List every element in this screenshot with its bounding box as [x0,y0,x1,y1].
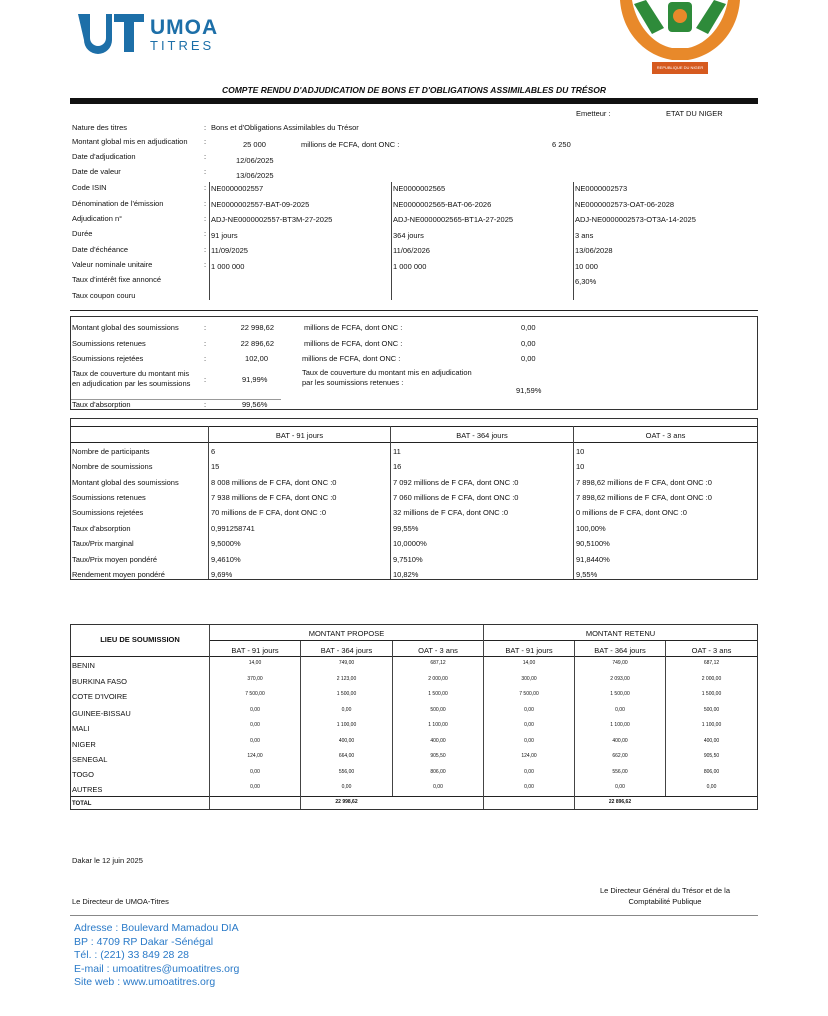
lieu-cell: 400,00 [703,738,720,744]
detail-cell: 10,82% [393,570,419,579]
col-separator [390,426,391,579]
lieu-cell: 400,00 [338,738,355,744]
summary-label: Montant global des soumissions [72,323,179,332]
detail-cell: 16 [393,462,402,471]
detail-row-label: Nombre de participants [72,447,150,456]
colon: : [204,152,207,161]
lieu-cell: 0,00 [250,769,260,775]
seal-text: REPUBLIQUE DU NIGER [656,65,704,70]
detail-row-label: Rendement moyen pondéré [72,570,165,579]
summary-label: par les soumissions retenues : [302,378,404,387]
issue-adj: ADJ-NE0000002565-BT1A-27-2025 [393,215,514,224]
summary-value: 22 998,62 [240,323,274,332]
lieu-group-header: MONTANT RETENU [585,629,656,638]
lieu-cell: 0,00 [524,769,534,775]
detail-cell: 9,55% [576,570,598,579]
lieu-country: BENIN [72,661,95,670]
lieu-country: AUTRES [72,785,103,794]
lieu-subheader: BAT - 91 jours [505,646,553,655]
colon: : [204,229,207,238]
lieu-cell: 0,00 [341,707,352,713]
niger-seal [612,0,748,80]
lieu-cell: 124,00 [247,753,263,759]
lieu-cell: 2 000,00 [428,676,448,682]
emitter-label: Emetteur : [576,109,611,118]
detail-cell: 9,7510% [393,555,423,564]
issue-nominal: 1 000 000 [393,262,427,271]
lieu-cell: 687,12 [703,660,720,666]
lieu-country: SENEGAL [72,755,108,764]
colon: : [204,354,207,363]
issue-adj: ADJ-NE0000002573-OT3A-14-2025 [575,215,696,224]
lieu-cell: 1 500,00 [701,691,722,697]
lieu-total-retenu: 22 896,62 [608,799,632,805]
lieu-cell: 0,00 [250,722,260,728]
colon: : [204,400,207,409]
umoa-logo-mark-icon [74,12,146,54]
lieu-cell: 1 100,00 [428,722,448,728]
lieu-cell: 400,00 [612,738,628,744]
lieu-cell: 7 500,00 [245,691,265,697]
col-separator [209,182,210,300]
montant-label: Montant global mis en adjudication [72,137,188,146]
footer-rule [70,915,758,916]
lieu-cell: 1 500,00 [610,691,630,697]
detail-cell: 10 [576,462,585,471]
detail-row-label: Taux/Prix moyen pondéré [72,555,158,564]
lieu-subheader: BAT - 364 jours [594,646,646,655]
lieu-cell: 1 100,00 [701,722,722,728]
lieu-cell: 687,12 [430,660,446,666]
detail-rule [71,442,757,443]
lieu-country: COTE D'IVOIRE [72,692,128,701]
footer-bp: BP : 4709 RP Dakar -Sénégal [74,936,214,948]
summary-onc: 0,00 [521,354,536,363]
detail-cell: 11 [393,447,401,456]
place-date: Dakar le 12 juin 2025 [72,856,143,865]
summary-value: 102,00 [245,354,268,363]
col-separator [573,426,574,579]
issue-denom: NE0000002565-BAT-06-2026 [393,200,492,209]
lieu-subheader: OAT - 3 ans [418,646,458,655]
lieu-cell: 0,00 [524,738,534,744]
detail-row-label: Nombre de soumissions [72,462,153,471]
summary-onc: 0,00 [521,339,536,348]
lieu-cell: 1 100,00 [336,722,357,728]
lieu-cell: 1 100,00 [610,722,630,728]
colon: : [204,339,207,348]
lieu-cell: 0,00 [706,784,717,790]
detail-cell: 90,5100% [576,539,610,548]
lieu-title: LIEU DE SOUMISSION [100,635,180,644]
issue-label: Dénomination de l'émission [72,199,164,208]
lieu-cell: 0,00 [250,707,260,713]
lieu-cell: 124,00 [521,753,537,759]
issue-isin: NE0000002565 [393,184,446,193]
detail-cell: 7 898,62 millions de F CFA, dont ONC :0 [576,478,712,487]
issue-label: Date d'échéance [72,245,129,254]
summary-label: Taux d'absorption [72,400,131,409]
summary-label: Soumissions retenues [72,339,146,348]
detail-cell: 91,8440% [576,555,610,564]
lieu-cell: 300,00 [521,676,537,682]
colon: : [204,137,207,146]
lieu-cell: 662,00 [612,753,628,759]
lieu-cell: 749,00 [338,660,355,666]
detail-row-label: Soumissions retenues [72,493,146,502]
detail-rule [71,426,757,427]
detail-cell: 10 [576,447,585,456]
lieu-country: BURKINA FASO [72,677,128,686]
report-title: COMPTE RENDU D'ADJUDICATION DE BONS ET D'OBLIGATIONS ASSIMILABLES DU TRÉSOR [221,85,607,95]
detail-cell: 10,0000% [393,539,427,548]
issue-nominal: 10 000 [575,262,598,271]
signatory-right-line2: Comptabilité Publique [628,897,702,906]
issue-duree: 91 jours [211,231,238,240]
detail-cell: 9,4610% [211,555,241,564]
summary-value: 22 896,62 [240,339,274,348]
summary-label: Soumissions rejetées [72,354,144,363]
lieu-cell: 0,00 [615,784,625,790]
lieu-cell: 370,00 [247,676,263,682]
lieu-cell: 806,00 [703,769,720,775]
summary-value: 91,59% [516,386,542,395]
summary-label: en adjudication par les soumissions [72,379,191,388]
issue-label: Taux coupon couru [72,291,136,300]
detail-row-label: Montant global des soumissions [72,478,179,487]
emitter-value: ETAT DU NIGER [666,109,723,118]
summary-label: Taux de couverture du montant mis [72,369,190,378]
detail-row-label: Soumissions rejetées [72,508,144,517]
signatory-right-line1: Le Directeur Général du Trésor et de la [599,886,731,895]
lieu-cell: 2 123,00 [336,676,357,682]
signatory-left: Le Directeur de UMOA-Titres [72,897,169,906]
lieu-cell: 905,50 [703,753,720,759]
issue-adj: ADJ-NE0000002557-BT3M-27-2025 [211,215,333,224]
lieu-cell: 0,00 [250,738,260,744]
detail-cell: 7 938 millions de F CFA, dont ONC :0 [211,493,337,502]
issue-denom: NE0000002573-OAT-06-2028 [575,200,675,209]
issue-label: Durée [72,229,93,238]
lieu-cell: 0,00 [250,784,260,790]
lieu-cell: 806,00 [430,769,446,775]
lieu-country: NIGER [72,740,96,749]
lieu-rule [71,796,757,797]
logo-text-titres: TITRES [150,38,215,53]
date-adj-label: Date d'adjudication [72,152,136,161]
detail-cell: 15 [211,462,220,471]
colon: : [204,260,207,269]
detail-header: BAT - 364 jours [456,431,508,440]
summary-unit: millions de FCFA, dont ONC : [304,323,403,332]
colon: : [204,183,207,192]
montant-unit: millions de FCFA, dont ONC : [301,140,400,149]
nature-value: Bons et d'Obligations Assimilables du Trésor [211,123,359,132]
detail-cell: 7 092 millions de F CFA, dont ONC :0 [393,478,519,487]
detail-cell: 99,55% [393,524,419,533]
issue-echeance: 11/09/2025 [211,246,248,255]
lieu-cell: 14,00 [248,660,262,666]
colon: : [204,167,207,176]
issue-denom: NE0000002557-BAT-09-2025 [211,200,310,209]
lieu-cell: 1 500,00 [428,691,448,697]
lieu-cell: 2 093,00 [610,676,630,682]
lieu-cell: 2 000,00 [701,676,722,682]
footer-website[interactable]: Site web : www.umoatitres.org [74,976,216,988]
date-adj-value: 12/06/2025 [236,156,274,165]
date-val-value: 13/06/2025 [236,171,274,180]
montant-value: 25 000 [243,140,266,149]
issue-isin: NE0000002557 [211,184,264,193]
detail-cell: 8 008 millions de F CFA, dont ONC :0 [211,478,337,487]
detail-cell: 6 [211,447,216,456]
issue-label: Code ISIN [72,183,107,192]
detail-header: BAT - 91 jours [275,431,324,440]
detail-cell: 70 millions de F CFA, dont ONC :0 [211,508,327,517]
detail-cell: 0,991258741 [211,524,255,533]
colon: : [204,245,207,254]
detail-cell: 32 millions de F CFA, dont ONC :0 [393,508,509,517]
lieu-cell: 0,00 [615,707,625,713]
lieu-country: GUINEE-BISSAU [72,709,131,718]
col-separator [208,426,209,579]
lieu-cell: 556,00 [338,769,355,775]
detail-row-label: Taux d'absorption [72,524,131,533]
colon: : [204,199,207,208]
footer-address: Adresse : Boulevard Mamadou DIA [74,922,239,934]
detail-cell: 0 millions de F CFA, dont ONC :0 [576,508,687,517]
footer-email[interactable]: E-mail : umoatitres@umoatitres.org [74,963,240,975]
summary-unit: millions de FCFA, dont ONC : [304,339,403,348]
section-rule [70,310,758,311]
logo-text-umoa: UMOA [150,16,219,39]
lieu-cell: 500,00 [430,707,446,713]
lieu-cell: 7 500,00 [519,691,539,697]
issue-taux: 6,30% [575,277,597,286]
lieu-cell: 0,00 [433,784,443,790]
issue-echeance: 11/06/2026 [393,246,430,255]
summary-label: Taux de couverture du montant mis en adjudication [302,368,472,377]
summary-value: 99,56% [242,400,268,409]
issue-duree: 364 jours [393,231,424,240]
lieu-cell: 0,00 [524,722,534,728]
lieu-subheader: BAT - 364 jours [320,646,373,655]
lieu-subheader: BAT - 91 jours [231,646,279,655]
detail-header: OAT - 3 ans [645,431,686,440]
detail-cell: 100,00% [576,524,606,533]
issue-label: Valeur nominale unitaire [72,260,153,269]
footer-tel: Tél. : (221) 33 849 28 28 [74,949,189,961]
colon: : [204,123,207,132]
lieu-cell: 0,00 [524,784,534,790]
detail-cell: 7 060 millions de F CFA, dont ONC :0 [393,493,519,502]
nature-label: Nature des titres [72,123,128,132]
detail-cell: 7 898,62 millions de F CFA, dont ONC :0 [576,493,712,502]
lieu-country: TOGO [72,770,94,779]
lieu-cell: 500,00 [703,707,720,713]
summary-onc: 0,00 [521,323,536,332]
lieu-cell: 14,00 [522,660,536,666]
date-val-label: Date de valeur [72,167,121,176]
colon: : [204,214,207,223]
summary-unit: millions de FCFA, dont ONC : [302,354,401,363]
detail-cell: 9,5000% [211,539,241,548]
lieu-subheader: OAT - 3 ans [691,646,732,655]
issue-label: Adjudication n° [72,214,123,223]
title-rule [70,98,758,104]
summary-value: 91,99% [242,375,268,384]
lieu-cell: 556,00 [612,769,628,775]
colon: : [204,323,207,332]
issue-duree: 3 ans [575,231,594,240]
issue-nominal: 1 000 000 [211,262,245,271]
lieu-cell: 749,00 [612,660,628,666]
lieu-cell: 0,00 [341,784,352,790]
onc-value: 6 250 [552,140,571,149]
lieu-cell: 664,00 [338,753,355,759]
lieu-group-header: MONTANT PROPOSE [308,629,385,638]
lieu-cell: 0,00 [524,707,534,713]
col-separator [391,182,392,300]
colon: : [204,375,207,384]
lieu-country: MALI [72,724,90,733]
lieu-total-propose: 22 998,62 [335,799,358,805]
lieu-cell: 1 500,00 [336,691,357,697]
detail-row-label: Taux/Prix marginal [72,539,134,548]
col-separator [573,182,574,300]
lieu-cell: 905,50 [430,753,446,759]
lieu-rule [71,656,757,657]
lieu-total-label: TOTAL [72,801,92,807]
issue-echeance: 13/06/2028 [575,246,613,255]
lieu-cell: 400,00 [430,738,446,744]
detail-cell: 9,69% [211,570,233,579]
umoa-logo [74,12,244,56]
issue-label: Taux d'intérêt fixe annoncé [72,275,161,284]
issue-isin: NE0000002573 [575,184,628,193]
